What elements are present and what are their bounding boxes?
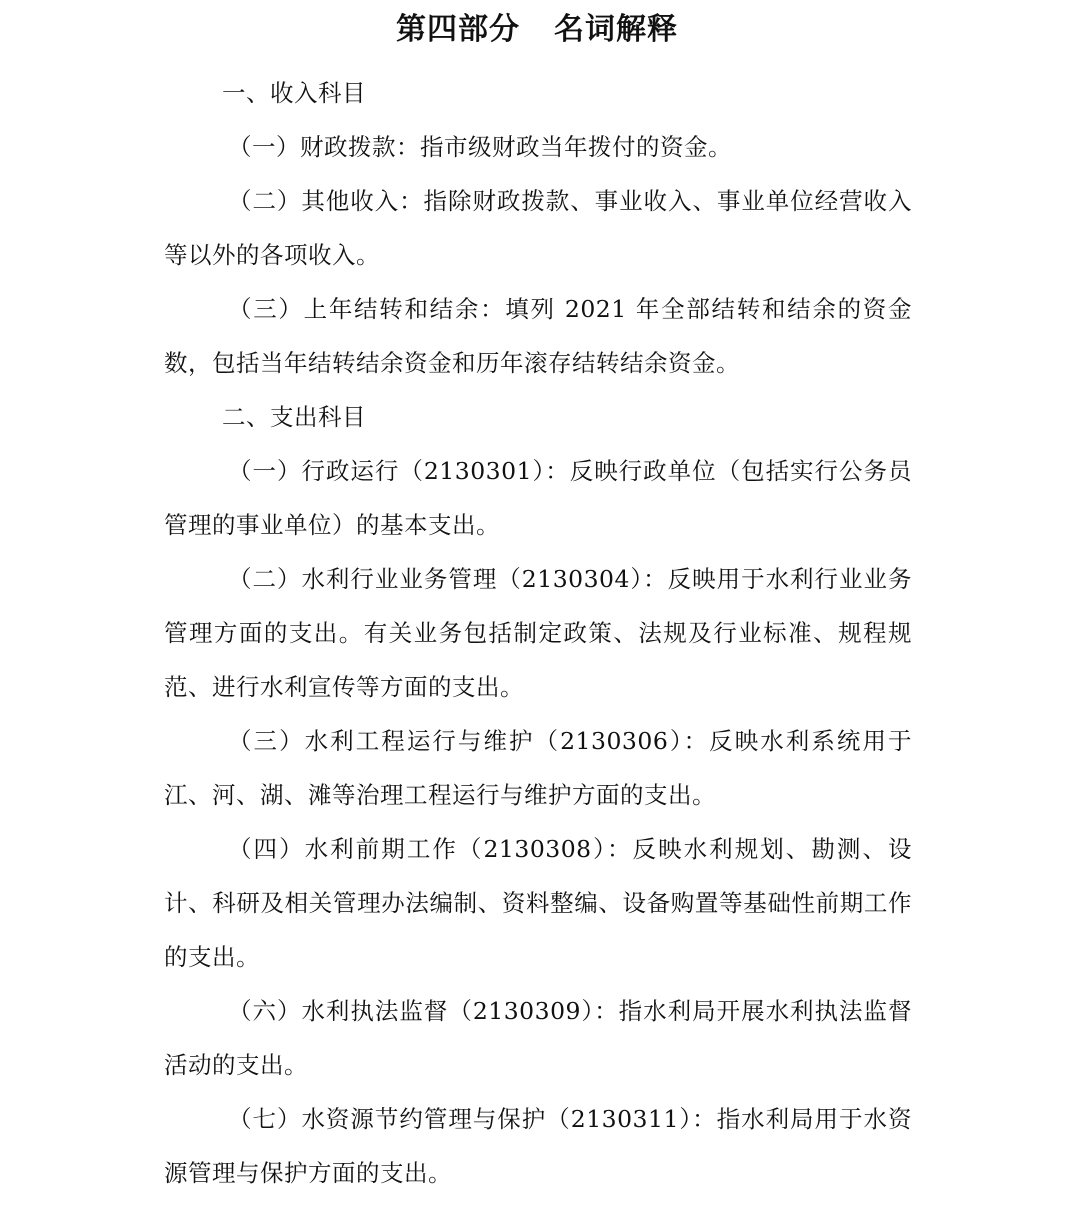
section-heading-expenditure: 二、支出科目 — [222, 403, 366, 431]
title-part: 第四部分 — [396, 12, 520, 47]
paragraph-water-preliminary-work: （四）水利前期工作（2130308）：反映水利规划、勘测、设计、科研及相关管理办法编制、资料整编、设备购置等基础性前期工作的支出。 — [164, 835, 912, 971]
title-name: 名词解释 — [554, 12, 678, 47]
paragraph-water-law-enforcement: （六）水利执法监督（2130309）：指水利局开展水利执法监督活动的支出。 — [164, 997, 912, 1079]
paragraph-administrative-operation: （一）行政运行（2130301）：反映行政单位（包括实行公务员管理的事业单位）的基本支出。 — [164, 457, 912, 539]
paragraph-other-income: （二）其他收入：指除财政拨款、事业收入、事业单位经营收入等以外的各项收入。 — [164, 187, 912, 269]
paragraph-fiscal-appropriation: （一）财政拨款：指市级财政当年拨付的资金。 — [228, 133, 732, 161]
page-title — [0, 8, 1074, 52]
section-heading-income: 一、收入科目 — [222, 79, 366, 107]
paragraph-water-project-maintenance: （三）水利工程运行与维护（2130306）：反映水利系统用于江、河、湖、滩等治理工程运行与维护方面的支出。 — [164, 727, 912, 809]
paragraph-water-industry-management: （二）水利行业业务管理（2130304）：反映用于水利行业业务管理方面的支出。有关业务包括制定政策、法规及行业标准、规程规范、进行水利宣传等方面的支出。 — [164, 565, 912, 701]
paragraph-carryover-balance: （三）上年结转和结余：填列 2021 年全部结转和结余的资金数，包括当年结转结余资金和历年滚存结转结余资金。 — [164, 295, 912, 377]
document-body — [164, 66, 912, 1200]
paragraph-water-resource-protection: （七）水资源节约管理与保护（2130311）：指水利局用于水资源管理与保护方面的支出。 — [164, 1105, 912, 1187]
